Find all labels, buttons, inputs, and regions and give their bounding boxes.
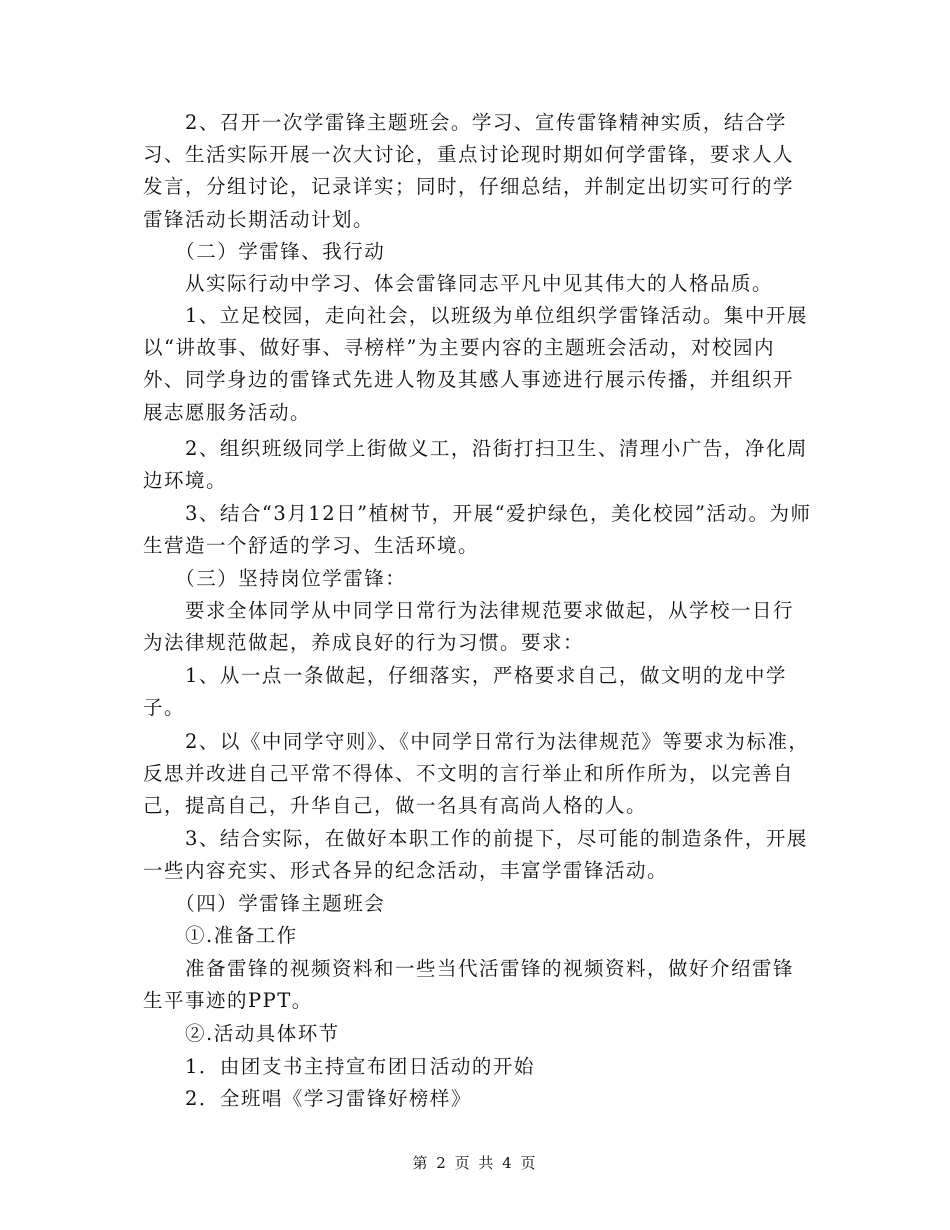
paragraph-8: 要求全体同学从中同学日常行为法律规范要求做起，从学校一日行为法律规范做起，养成良好的行为习惯。要求： — [143, 599, 795, 655]
list-item-2: 2．全班唱《学习雷锋好榜样》 — [143, 1087, 472, 1110]
section-heading-4: （四）学雷锋主题班会 — [143, 892, 386, 915]
list-item-1: 1．由团支书主持宣布团日活动的开始 — [143, 1055, 535, 1078]
paragraph-9: 1、从一点一条做起，仔细落实，严格要求自己，做文明的龙中学子。 — [143, 664, 787, 720]
subheading-preparation: ①.准备工作 — [143, 924, 298, 947]
section-heading-3: （三）坚持岗位学雷锋： — [143, 567, 407, 590]
paragraph-3: 从实际行动中学习、体会雷锋同志平凡中见其伟大的人格品质。 — [143, 272, 774, 295]
page-footer: 第 2 页 共 4 页 — [412, 1154, 538, 1172]
paragraph-11: 3、结合实际，在做好本职工作的前提下，尽可能的制造条件，开展一些内容充实、形式各异的纪念活动，丰富学雷锋活动。 — [143, 827, 808, 883]
paragraph-14: 准备雷锋的视频资料和一些当代活雷锋的视频资料，做好介绍雷锋生平事迹的PPT。 — [143, 957, 795, 1013]
paragraph-1: 2、召开一次学雷锋主题班会。学习、宣传雷锋精神实质，结合学习、生活实际开展一次大讨论，重点讨论现时期如何学雷锋，要求人人发言，分组讨论，记录详实；同时，仔细总结，并制定出切实可行的学雷锋活动长期活动计划。 — [143, 111, 795, 231]
paragraph-10: 2、以《中同学守则》、《中同学日常行为法律规范》等要求为标准，反思并改进自己平常不得体、不文明的言行举止和所作所为，以完善自己，提高自己，升华自己，做一名具有高尚人格的人。 — [143, 730, 810, 818]
subheading-activity-steps: ②.活动具体环节 — [143, 1022, 340, 1045]
paragraph-5: 2、组织班级同学上街做义工，沿街打扫卫生、清理小广告，净化周边环境。 — [143, 437, 808, 493]
paragraph-4: 1、立足校园，走向社会，以班级为单位组织学雷锋活动。集中开展以“讲故事、做好事、寻榜样”为主要内容的主题班会活动，对校园内外、同学身边的雷锋式先进人物及其感人事迹进行展示传播，并组织开展志愿服务活动。 — [143, 304, 808, 424]
section-heading-2: （二）学雷锋、我行动 — [143, 240, 386, 263]
paragraph-6: 3、结合“3月12日”植树节，开展“爱护绿色，美化校园”活动。为师生营造一个舒适的学习、生活环境。 — [143, 502, 812, 558]
